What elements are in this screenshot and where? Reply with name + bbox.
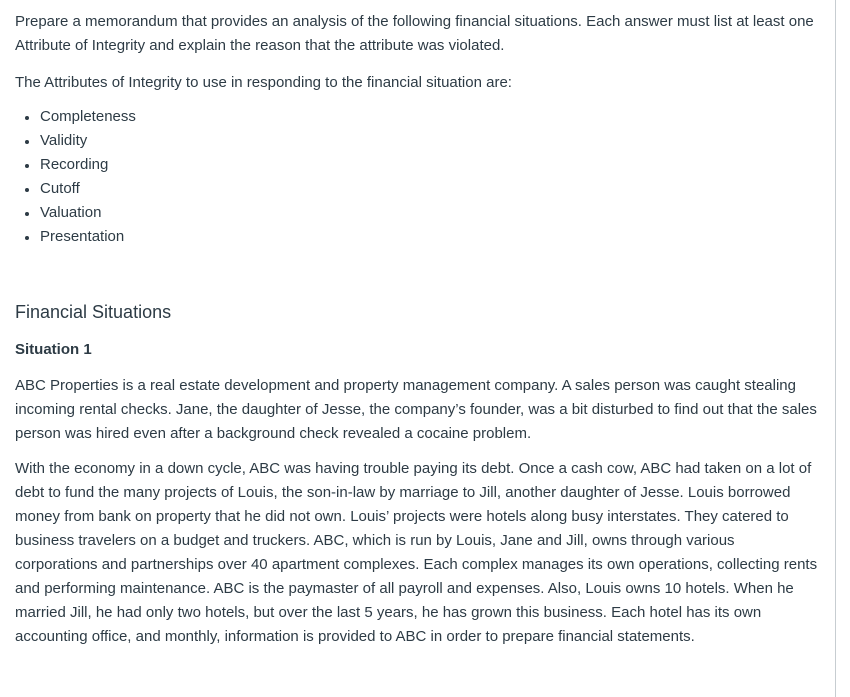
list-item: Presentation — [40, 225, 820, 249]
list-item: Completeness — [40, 105, 820, 129]
intro-paragraph: Prepare a memorandum that provides an analysis of the following financial situations. Each answer must list at least one Attribute of Integrity and explain the reason that the attribute was violated. — [15, 13, 814, 54]
list-item: Validity — [40, 129, 820, 153]
situation-heading: Situation 1 — [15, 341, 92, 358]
list-item: Valuation — [40, 201, 820, 225]
content-scroll-border — [835, 0, 836, 697]
list-item: Cutoff — [40, 177, 820, 201]
assignment-content — [15, 10, 820, 649]
situation-paragraph-2: With the economy in a down cycle, ABC was having trouble paying its debt. Once a cash cow, ABC had taken on a lot of debt to fund the many projects of Louis, the son-in-law by marriage to Jill, another daughter of Jesse. Louis borrowed money from bank on property that he did not own. Louis’ projects were hotels along busy interstates. They catered to business travelers on a budget and truckers. ABC, which is run by Louis, Jane and Jill, owns through various corporations and partnerships over 40 apartment complexes. Each complex manages its own operations, collecting rents and performing maintenance. ABC is the paymaster of all payroll and expenses. Also, Louis owns 10 hotels. When he married Jill, he had only two hotels, but over the last 5 years, he has grown this business. Each hotel has its own accounting office, and monthly, information is provided to ABC in order to prepare financial statements. — [15, 460, 818, 645]
attributes-list — [15, 105, 820, 249]
situation-paragraph-1: ABC Properties is a real estate development and property management company. A sales person was caught stealing incoming rental checks. Jane, the daughter of Jesse, the company’s founder, was a bit disturbed to find out that the sales person was hired even after a background check revealed a cocaine problem. — [15, 377, 817, 442]
list-item: Recording — [40, 153, 820, 177]
attributes-intro: The Attributes of Integrity to use in responding to the financial situation are: — [15, 74, 512, 91]
section-heading: Financial Situations — [15, 302, 172, 322]
